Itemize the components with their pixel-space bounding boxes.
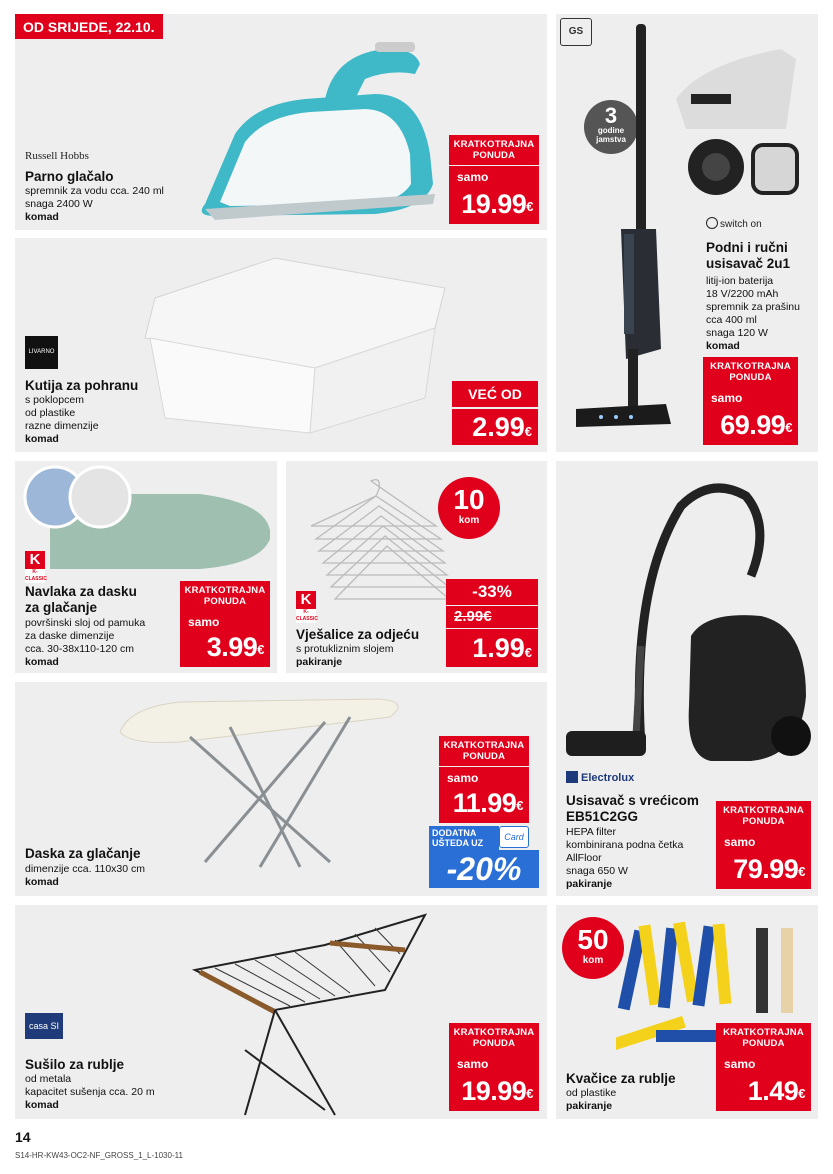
price-box: samo 11.99€: [439, 767, 529, 823]
brand-logo-russell-hobbs: Russell Hobbs: [25, 150, 89, 162]
price-value: 1.49: [747, 1076, 799, 1106]
product-description: površinski sloj od pamuka za daske dimenzije cca. 30-38x110-120 cm komad: [25, 617, 146, 668]
product-panel-clothes-pegs[interactable]: [556, 905, 818, 1119]
card-icon: Card: [499, 826, 529, 848]
date-banner: OD SRIJEDE, 22.10.: [15, 14, 163, 39]
price-value: 19.99: [461, 189, 527, 219]
price-box: 1.99€: [446, 629, 538, 667]
product-description: od metala kapacitet sušenja cca. 20 m komad: [25, 1073, 155, 1111]
product-panel-ironing-board[interactable]: [15, 682, 547, 896]
quantity-badge: 50 kom: [562, 917, 624, 979]
brand-logo-electrolux: Electrolux: [566, 771, 634, 784]
clothes-dryer-image: [185, 910, 485, 1119]
product-title: Usisavač s vrećicom EB51C2GG: [566, 793, 699, 824]
product-panel-iron[interactable]: [15, 14, 547, 230]
vacuum-filter-image: [681, 127, 811, 207]
price-box: samo 69.99€: [703, 387, 798, 445]
handheld-vacuum-image: [671, 39, 801, 139]
extra-discount-value: -20%: [429, 850, 539, 888]
product-description: dimenzije cca. 110x30 cm komad: [25, 863, 146, 888]
product-title: Daska za glačanje: [25, 846, 141, 861]
brand-logo-switch-on: switch on: [706, 217, 762, 230]
price-box: samo 19.99€: [449, 166, 539, 224]
electrolux-icon: [566, 771, 578, 783]
price-value: 69.99: [720, 410, 786, 440]
product-title: Kutija za pohranu: [25, 378, 139, 393]
price-value: 11.99: [452, 788, 517, 818]
product-description: litij-ion baterija 18 V/2200 mAh spremnik za prašinu cca 400 ml snaga 120 W komad: [706, 275, 800, 352]
product-panel-hangers[interactable]: [286, 461, 547, 673]
price-box: samo 19.99€: [449, 1053, 539, 1111]
product-panel-stick-vacuum[interactable]: [556, 14, 818, 452]
price-box: samo 3.99€: [180, 611, 270, 667]
product-title: Podni i ručni usisavač 2u1: [706, 240, 791, 271]
brand-logo-livarno: LIVARNO: [25, 336, 58, 369]
product-panel-board-cover[interactable]: [15, 461, 277, 673]
product-title: Parno glačalo: [25, 169, 114, 184]
board-cover-image: [20, 464, 270, 574]
price-box: 2.99€: [452, 409, 538, 445]
ironing-board-image: [110, 687, 410, 877]
brand-logo-casa-si: casa SI: [25, 1013, 63, 1039]
old-price: 2.99€: [446, 606, 538, 628]
k-classic-logo: K K-CLASSIC: [25, 551, 47, 582]
kratkotrajna-badge: KRATKOTRAJNA PONUDA: [449, 135, 539, 165]
steam-iron-image: [175, 34, 445, 224]
kratkotrajna-badge: KRATKOTRAJNA PONUDA: [449, 1023, 539, 1053]
catalog-code: S14-HR-KW43-OC2-NF_GROSS_1_L-1030-11: [15, 1151, 183, 1160]
kratkotrajna-badge: KRATKOTRAJNA PONUDA: [439, 736, 529, 766]
quantity-badge: 10 kom: [438, 477, 500, 539]
product-description: spremnik za vodu cca. 240 ml snaga 2400 W komad: [25, 185, 164, 223]
price-value: 1.99: [472, 633, 525, 663]
price-box: samo 1.49€: [716, 1053, 811, 1111]
kratkotrajna-badge: KRATKOTRAJNA PONUDA: [703, 357, 798, 387]
product-title: Vješalice za odjeću: [296, 627, 420, 642]
product-description: s protukliznim slojem pakiranje: [296, 643, 394, 668]
page-number: 14: [15, 1129, 31, 1145]
storage-box-image: [135, 248, 455, 438]
kratkotrajna-badge: KRATKOTRAJNA PONUDA: [716, 801, 811, 831]
product-panel-bag-vacuum[interactable]: [556, 461, 818, 896]
product-title: Sušilo za rublje: [25, 1057, 125, 1072]
hangers-image: [301, 471, 451, 621]
warranty-badge: 3 godine jamstva: [584, 100, 638, 154]
price-lead-label: VEĆ OD: [452, 381, 538, 407]
product-description: od plastike pakiranje: [566, 1087, 617, 1112]
price-value: 3.99: [206, 632, 258, 662]
stick-vacuum-image: [566, 19, 686, 429]
price-value: 19.99: [461, 1076, 527, 1106]
k-classic-logo: K K-CLASSIC: [296, 591, 318, 622]
product-title: Kvačice za rublje: [566, 1071, 676, 1086]
kratkotrajna-badge: KRATKOTRAJNA PONUDA: [180, 581, 270, 611]
kratkotrajna-badge: KRATKOTRAJNA PONUDA: [716, 1023, 811, 1053]
product-panel-clothes-dryer[interactable]: [15, 905, 547, 1119]
product-description: s poklopcem od plastike razne dimenzije komad: [25, 394, 99, 445]
price-value: 2.99: [472, 412, 525, 442]
power-icon: [706, 217, 718, 229]
bag-vacuum-image: [561, 466, 811, 766]
price-box: samo 79.99€: [716, 831, 811, 889]
price-value: 79.99: [733, 854, 799, 884]
discount-badge: -33%: [446, 579, 538, 605]
product-description: HEPA filter kombinirana podna četka AllFloor snaga 650 W pakiranje: [566, 826, 684, 890]
product-title: Navlaka za dasku za glačanje: [25, 584, 137, 615]
product-panel-storage-box[interactable]: [15, 238, 547, 452]
card-discount-badge: DODATNA UŠTEDA UZ Card -20%: [429, 826, 539, 892]
gs-certification-icon: GS: [560, 18, 592, 46]
